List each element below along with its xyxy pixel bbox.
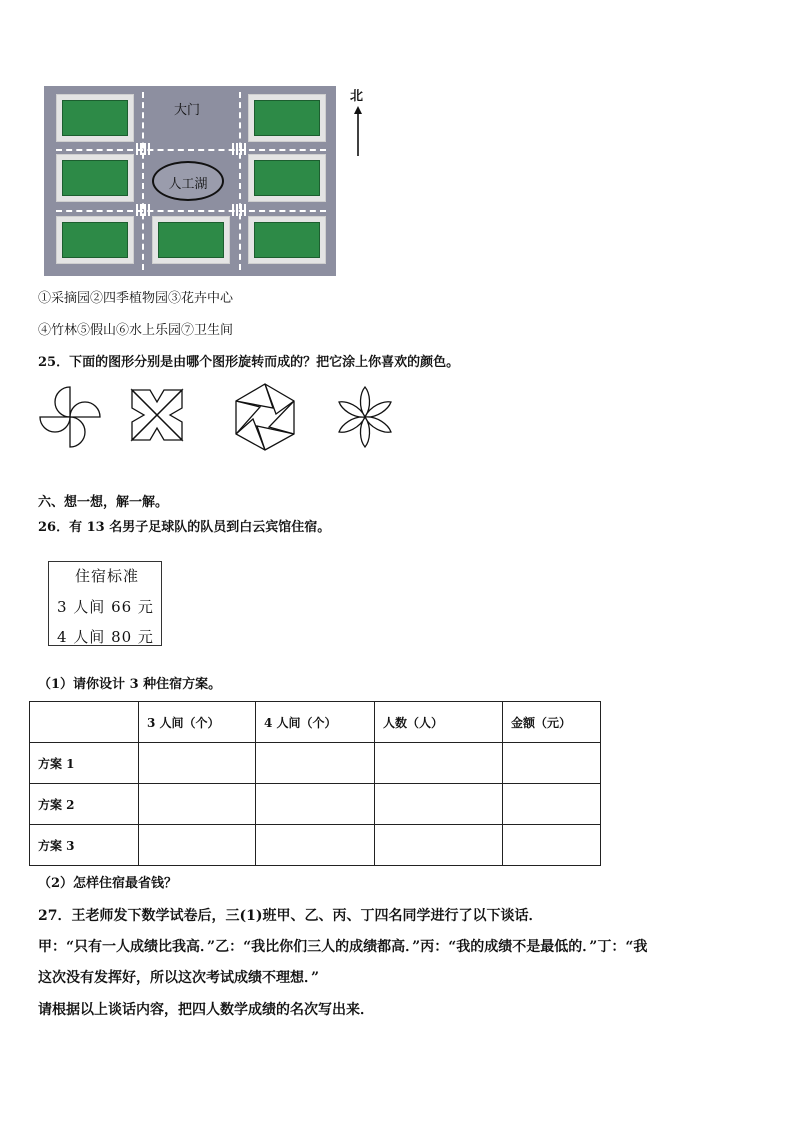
map-legend-line2: ④竹林⑤假山⑥水上乐园⑦卫生间 (38, 323, 234, 338)
park-block (248, 94, 326, 142)
hexagon-shape-icon (229, 381, 301, 453)
table-row-label: 方案 2 (30, 784, 139, 825)
crosswalk (232, 143, 246, 155)
park-block (248, 216, 326, 264)
park-block (56, 154, 134, 202)
park-block (56, 94, 134, 142)
pinwheel-shape-icon (37, 385, 103, 449)
answer-cell[interactable] (139, 743, 256, 784)
answer-cell[interactable] (503, 743, 601, 784)
park-block (152, 216, 230, 264)
question-27-line3: 这次没有发挥好，所以这次考试成绩不理想．” (38, 970, 320, 986)
question-27-line1: 27．王老师发下数学试卷后，三(1)班甲、乙、丙、丁四名同学进行了以下谈话． (38, 908, 543, 924)
table-header-row (30, 702, 601, 743)
lodging-standard-title: 住宿标准 (75, 567, 140, 585)
table-header-cell: 金额（元） (503, 702, 601, 743)
table-row (30, 743, 601, 784)
answer-cell[interactable] (375, 743, 503, 784)
crosswalk (232, 204, 246, 216)
lake-label: 人工湖 (168, 177, 208, 192)
road-marking (239, 92, 241, 270)
park-block (248, 154, 326, 202)
plan-table (29, 701, 601, 866)
table-header-cell: 3 人间（个） (139, 702, 256, 743)
table-row-label: 方案 3 (30, 825, 139, 866)
lodging-standard-box (48, 561, 162, 646)
road-marking (56, 210, 326, 212)
park-map (44, 86, 336, 276)
question-26-part1: （1）请你设计 3 种住宿方案。 (38, 677, 222, 692)
answer-cell[interactable] (256, 784, 375, 825)
answer-cell[interactable] (256, 743, 375, 784)
gate-label: 大门 (174, 103, 201, 118)
question-27-line2: 甲：“只有一人成绩比我高．”乙：“我比你们三人的成绩都高．”丙：“我的成绩不是最低的．”丁：“我 (38, 939, 648, 955)
park-block (56, 216, 134, 264)
table-header-cell (30, 702, 139, 743)
table-row (30, 825, 601, 866)
crosswalk (136, 204, 150, 216)
question-26: 26．有 13 名男子足球队的队员到白云宾馆住宿。 (38, 520, 331, 535)
north-label: 北 (350, 89, 364, 104)
answer-cell[interactable] (503, 784, 601, 825)
lodging-standard-line2: 4 人间 80 元 (57, 628, 154, 646)
table-header-cell: 4 人间（个） (256, 702, 375, 743)
question-26-part2: （2）怎样住宿最省钱？ (38, 876, 178, 891)
crosswalk (136, 143, 150, 155)
table-row-label: 方案 1 (30, 743, 139, 784)
flower-shape-icon (332, 385, 398, 449)
answer-cell[interactable] (503, 825, 601, 866)
lodging-standard-line1: 3 人间 66 元 (57, 598, 154, 616)
road-marking (56, 149, 326, 151)
north-arrow-icon (351, 106, 365, 158)
question-27-line4: 请根据以上谈话内容，把四人数学成绩的名次写出来． (38, 1002, 374, 1018)
question-25: 25．下面的图形分别是由哪个图形旋转而成的？把它涂上你喜欢的颜色。 (38, 355, 460, 370)
answer-cell[interactable] (375, 784, 503, 825)
answer-cell[interactable] (256, 825, 375, 866)
answer-cell[interactable] (375, 825, 503, 866)
road-marking (142, 92, 144, 270)
section-6-title: 六、想一想，解一解。 (38, 495, 169, 510)
cross-shape-icon (130, 388, 184, 442)
map-legend-line1: ①采摘园②四季植物园③花卉中心 (38, 291, 234, 306)
answer-cell[interactable] (139, 784, 256, 825)
lake (152, 161, 224, 201)
table-row (30, 784, 601, 825)
answer-cell[interactable] (139, 825, 256, 866)
table-header-cell: 人数（人） (375, 702, 503, 743)
